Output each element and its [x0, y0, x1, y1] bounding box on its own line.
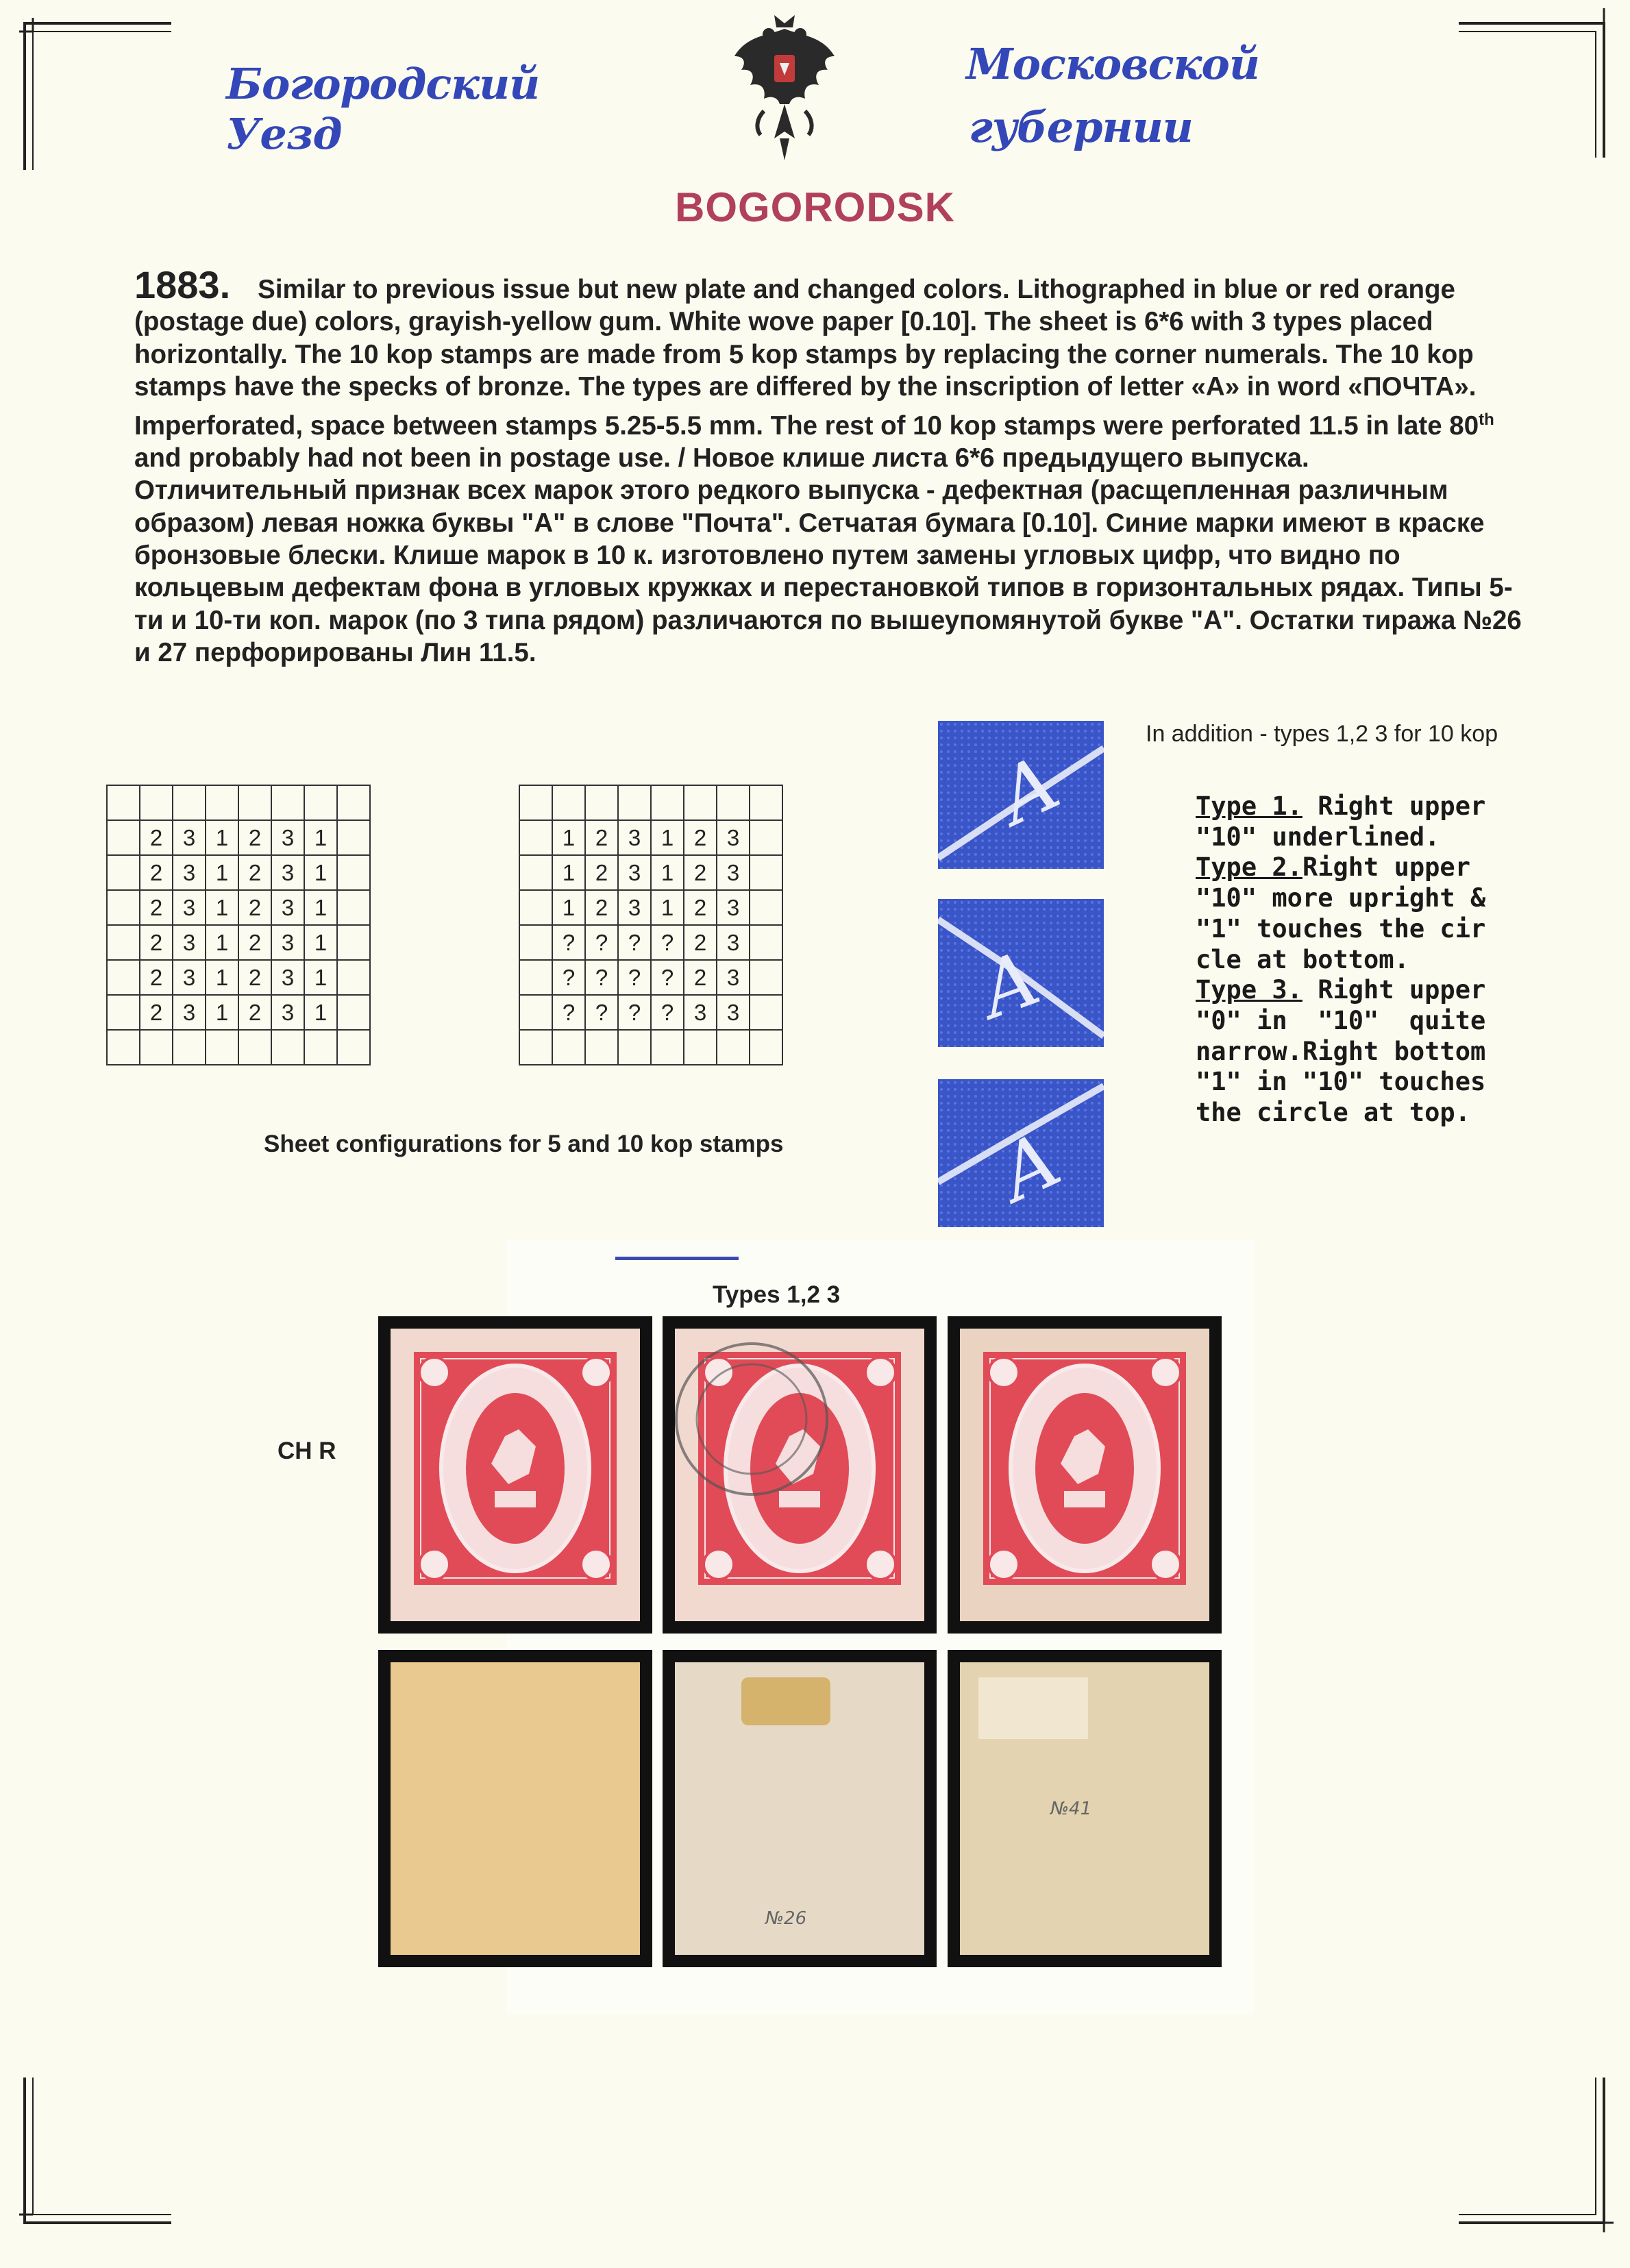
grid-cell: 2: [238, 890, 271, 925]
grid-cell: [651, 1030, 684, 1065]
grid-cell: [519, 960, 552, 995]
grid-row: [519, 785, 782, 820]
grid-cell: 1: [206, 925, 238, 960]
grid-cell: [107, 785, 140, 820]
type1-text: Right upper "10" underlined.: [1196, 791, 1486, 852]
province-title-line1: Московской: [966, 39, 1259, 89]
page-title: BOGORODSK: [674, 184, 956, 230]
grid-cell: [750, 855, 782, 890]
grid-row: [519, 1030, 782, 1065]
grid-cell: [519, 995, 552, 1030]
grid-cell: ?: [651, 995, 684, 1030]
type2-text: Right upper "10" more upright & "1" touches the cir cle at bottom.: [1196, 852, 1486, 974]
grid-cell: 1: [304, 855, 337, 890]
grid-row: [519, 960, 782, 995]
grid-cell: 3: [173, 960, 206, 995]
grid-cell: 2: [140, 960, 173, 995]
grid-cell: 1: [552, 820, 585, 855]
grid-cell: [717, 1030, 750, 1065]
grid-cell: 2: [140, 995, 173, 1030]
grid-cell: 1: [206, 960, 238, 995]
double-headed-eagle-icon: [726, 8, 843, 162]
grid-cell: ?: [552, 925, 585, 960]
description-en-part1: Similar to previous issue but new plate and changed colors. Lithographed in blue or red orange (postage due) colors, grayish-yellow gum. White wove paper [0.10]. The sheet is 6*6 with 3 types placed horizontally. The 10 kop stamps are made from 5 kop stamps by replacing the corner numerals. The 10 kop stamps have the specks of bronze. The types are differed by the inscription of letter «A» in word «ПОЧТА». Imperforated, space between stamps 5.25-5.5 mm. The rest of 10 kop stamps were perforated 11.5 in late 80: [134, 275, 1479, 441]
grid-cell: [519, 890, 552, 925]
grid-cell: [618, 785, 651, 820]
type3-label: Type 3.: [1196, 975, 1302, 1005]
corner-circle: [865, 1357, 896, 1388]
grid-cell: 1: [304, 890, 337, 925]
issue-description: [134, 263, 1525, 669]
grid-cell: 1: [651, 855, 684, 890]
corner-circle: [1150, 1357, 1181, 1388]
corner-circle: [581, 1357, 611, 1388]
grid-cell: ?: [618, 995, 651, 1030]
grid-cell: 3: [618, 855, 651, 890]
type1-letter-a-closeup: [938, 721, 1104, 869]
grid-cell: [107, 1030, 140, 1065]
grid-cell: [238, 1030, 271, 1065]
stamp-front-type3: [948, 1316, 1222, 1634]
grid-cell: [750, 1030, 782, 1065]
grid-cell: 2: [140, 925, 173, 960]
grid-cell: [337, 855, 370, 890]
type3-letter-a-closeup: [938, 1079, 1104, 1227]
grid-cell: [519, 855, 552, 890]
grid-cell: 1: [304, 995, 337, 1030]
grid-cell: ?: [651, 925, 684, 960]
type2-letter-a-closeup: [938, 899, 1104, 1047]
grid-row: [519, 855, 782, 890]
grid-cell: 3: [173, 995, 206, 1030]
corner-circle: [989, 1549, 1019, 1579]
type1-label: Type 1.: [1196, 791, 1302, 821]
grid-cell: [337, 960, 370, 995]
type3-text: Right upper "0" in "10" quite narrow.Right bottom "1" in "10" touches the circle at top.: [1196, 975, 1486, 1128]
grid-cell: 3: [173, 925, 206, 960]
grid-cell: [717, 785, 750, 820]
svg-text:A: A: [969, 934, 1050, 1035]
corner-circle: [419, 1549, 449, 1579]
grid-cell: 2: [684, 925, 717, 960]
stamp-back-paper: [391, 1662, 640, 1955]
grid-row: [107, 995, 370, 1030]
grid-cell: [271, 1030, 304, 1065]
grid-cell: [684, 1030, 717, 1065]
district-title: Богородский Уезд: [226, 59, 540, 159]
corner-bracket-bottom-right: [1457, 2076, 1615, 2234]
grid-cell: [519, 785, 552, 820]
grid-cell: 2: [238, 820, 271, 855]
grid-cell: 1: [304, 925, 337, 960]
grid-cell: 2: [238, 960, 271, 995]
grid-cell: 1: [552, 855, 585, 890]
grid-cell: 3: [717, 890, 750, 925]
grid-cell: [107, 855, 140, 890]
grid-cell: [337, 995, 370, 1030]
corner-bracket-bottom-left: [15, 2076, 173, 2234]
grid-cell: [552, 785, 585, 820]
grid-cell: 1: [552, 890, 585, 925]
corner-circle: [581, 1549, 611, 1579]
grid-cell: 1: [304, 820, 337, 855]
grid-cell: 3: [684, 995, 717, 1030]
grid-cell: [750, 960, 782, 995]
grid-row: [107, 1030, 370, 1065]
grid-caption: Sheet configurations for 5 and 10 kop stamps: [264, 1131, 784, 1157]
grid-cell: [337, 1030, 370, 1065]
corner-circle: [989, 1357, 1019, 1388]
grid-cell: 3: [717, 820, 750, 855]
grid-cell: 1: [206, 890, 238, 925]
grid-cell: [750, 890, 782, 925]
grid-row: [519, 820, 782, 855]
grid-cell: [304, 785, 337, 820]
grid-cell: [107, 925, 140, 960]
grid-cell: [750, 995, 782, 1030]
sheet-grid-10kop: [519, 785, 783, 1065]
grid-cell: 2: [140, 820, 173, 855]
grid-cell: [173, 785, 206, 820]
grid-cell: ?: [618, 960, 651, 995]
stamp-back-type1: [378, 1650, 652, 1967]
stamps-caption: Types 1,2 3: [713, 1281, 841, 1308]
grid-cell: [750, 925, 782, 960]
grid-cell: 2: [238, 855, 271, 890]
grid-row: [519, 890, 782, 925]
grid-cell: 1: [206, 995, 238, 1030]
grid-cell: [107, 890, 140, 925]
stamp-front-type2: [663, 1316, 937, 1634]
grid-cell: ?: [585, 960, 618, 995]
grid-row: [107, 820, 370, 855]
corner-circle: [865, 1549, 896, 1579]
row-label: CH R: [277, 1438, 336, 1464]
grid-cell: 3: [271, 925, 304, 960]
corner-circle: [704, 1357, 734, 1388]
grid-cell: [304, 1030, 337, 1065]
description-en-superscript: th: [1479, 410, 1494, 429]
svg-text:A: A: [985, 739, 1072, 841]
grid-cell: 1: [206, 855, 238, 890]
grid-row: [107, 960, 370, 995]
grid-cell: 1: [206, 820, 238, 855]
grid-cell: 3: [271, 960, 304, 995]
grid-cell: [519, 1030, 552, 1065]
book-icon: [1064, 1491, 1105, 1507]
grid-cell: [173, 1030, 206, 1065]
corner-circle: [1150, 1549, 1181, 1579]
grid-cell: [206, 785, 238, 820]
corner-circle: [704, 1549, 734, 1579]
grid-cell: 3: [173, 855, 206, 890]
grid-cell: ?: [552, 960, 585, 995]
grid-cell: 3: [271, 855, 304, 890]
grid-cell: [337, 890, 370, 925]
grid-cell: 1: [651, 890, 684, 925]
corner-bracket-top-left: [15, 14, 173, 171]
grid-cell: [618, 1030, 651, 1065]
grid-cell: 2: [238, 995, 271, 1030]
grid-cell: 3: [717, 995, 750, 1030]
grid-cell: 3: [271, 995, 304, 1030]
grid-cell: 3: [717, 960, 750, 995]
grid-cell: [238, 785, 271, 820]
stamp-back-type2: [663, 1650, 937, 1967]
book-icon: [779, 1491, 820, 1507]
grid-cell: 2: [684, 960, 717, 995]
grid-cell: [206, 1030, 238, 1065]
corner-bracket-top-right: [1457, 7, 1615, 164]
grid-cell: 3: [271, 890, 304, 925]
svg-text:A: A: [986, 1115, 1073, 1218]
pencil-note: №41: [1050, 1799, 1092, 1819]
grid-cell: ?: [585, 995, 618, 1030]
sheet-grid-5kop: [106, 785, 371, 1065]
grid-cell: [585, 1030, 618, 1065]
province-title: [966, 33, 1309, 159]
grid-cell: [107, 960, 140, 995]
hinge-remnant: [978, 1677, 1088, 1739]
pencil-note: №26: [765, 1908, 807, 1929]
grid-cell: ?: [585, 925, 618, 960]
grid-cell: [684, 785, 717, 820]
grid-cell: [552, 1030, 585, 1065]
types-heading: In addition - types 1,2 3 for 10 kop: [1146, 721, 1498, 747]
grid-cell: [140, 1030, 173, 1065]
grid-cell: [107, 995, 140, 1030]
grid-cell: [271, 785, 304, 820]
grid-cell: 3: [618, 820, 651, 855]
grid-row: [107, 855, 370, 890]
grid-row: [519, 925, 782, 960]
type2-label: Type 2.: [1196, 852, 1302, 883]
grid-cell: [519, 925, 552, 960]
grid-cell: ?: [651, 960, 684, 995]
grid-cell: 2: [585, 820, 618, 855]
issue-year: 1883.: [134, 263, 231, 306]
grid-cell: 1: [651, 820, 684, 855]
grid-cell: 2: [140, 855, 173, 890]
blue-tab-mark: [615, 1257, 739, 1260]
grid-cell: 3: [271, 820, 304, 855]
grid-row: [107, 890, 370, 925]
grid-cell: 2: [238, 925, 271, 960]
stamp-front-type1: [378, 1316, 652, 1634]
stamp-back-type3: [948, 1650, 1222, 1967]
types-description: [1196, 791, 1566, 1129]
grid-cell: 1: [304, 960, 337, 995]
grid-cell: [651, 785, 684, 820]
grid-row: [107, 925, 370, 960]
grid-cell: 3: [717, 925, 750, 960]
grid-cell: ?: [552, 995, 585, 1030]
description-ru: Новое клише листа 6*6 предыдущего выпуска. Отличительный признак всех марок этого редкого выпуска - дефектная (расщепленная различным образом) левая ножка буквы "А" в слове "Почта". Сетчатая бумага [0.10]. Синие марки имеют в краске бронзовые блески. Клише марок в 10 к. изготовлено путем замены угловых цифр, что видно по кольцевым дефектам фона в угловых кружках и перестановкой типов в горизонтальных рядах. Типы 5-ти и 10-ти коп. марок (по 3 типа рядом) различаются по вышеупомянутой букве "А". Остатки тиража №26 и 27 перфорированы Лин 11.5.: [134, 443, 1522, 668]
grid-cell: [585, 785, 618, 820]
grid-cell: 2: [684, 820, 717, 855]
grid-cell: [519, 820, 552, 855]
grid-cell: 2: [684, 855, 717, 890]
grid-cell: [337, 925, 370, 960]
grid-cell: 3: [173, 890, 206, 925]
grid-cell: ?: [618, 925, 651, 960]
grid-cell: [140, 785, 173, 820]
province-title-line2: губернии: [969, 102, 1193, 152]
grid-cell: 3: [618, 890, 651, 925]
grid-cell: 3: [173, 820, 206, 855]
hinge-remnant: [741, 1677, 830, 1725]
grid-cell: 2: [585, 890, 618, 925]
book-icon: [495, 1491, 536, 1507]
grid-cell: 3: [717, 855, 750, 890]
grid-cell: [750, 820, 782, 855]
corner-circle: [419, 1357, 449, 1388]
grid-cell: 2: [585, 855, 618, 890]
grid-cell: [107, 820, 140, 855]
grid-cell: [750, 785, 782, 820]
grid-cell: [337, 820, 370, 855]
description-en-part2: and probably had not been in postage use. /: [134, 443, 693, 473]
grid-row: [519, 995, 782, 1030]
grid-row: [107, 785, 370, 820]
grid-cell: [337, 785, 370, 820]
grid-cell: 2: [684, 890, 717, 925]
grid-cell: 2: [140, 890, 173, 925]
